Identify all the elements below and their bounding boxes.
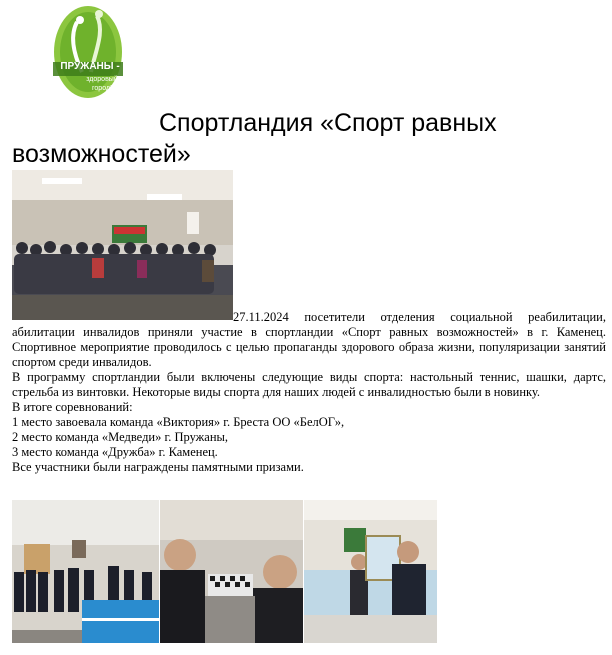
closing-line: Все участники были награждены памятными призами.	[12, 460, 304, 474]
result-item-1: 1 место завоевала команда «Виктория» г. Бреста ОО «БелОГ»,	[12, 415, 345, 429]
result-item-2: 2 место команда «Медведи» г. Пружаны,	[12, 430, 229, 444]
logo-subtitle: здоровый город!	[86, 76, 118, 92]
pruzhany-logo	[47, 2, 129, 102]
page-title	[12, 108, 602, 170]
page-title-line-1: Спортландия «Спорт равных	[159, 109, 497, 137]
group-photo	[12, 170, 233, 320]
award-photo	[304, 500, 437, 643]
result-item-3: 3 место команда «Дружба» г. Каменец.	[12, 445, 218, 459]
logo-title: ПРУЖАНЫ -	[60, 61, 120, 72]
page-title-line-2: возможностей»	[12, 140, 191, 168]
article-paragraph-1: 27.11.2024 посетители отделения социальной реабилитации, абилитации инвалидов приняли участие в спортландии «Спорт равных возможностей» в г. Каменец. Спортивное мероприятие проводилось с целью пропаганды здорового образа жизни, популяризации занятий спортом среди инвалидов.	[12, 310, 606, 369]
tennis-photo	[12, 500, 159, 643]
article-body	[12, 310, 606, 475]
article-paragraph-2: В программу спортландии были включены следующие виды спорта: настольный теннис, шашки, дартс, стрельба из винтовки. Некоторые виды спорта для наших людей с инвалидностью были в новинку.	[12, 370, 606, 399]
results-heading: В итоге соревнований:	[12, 400, 133, 414]
checkers-photo	[160, 500, 303, 643]
